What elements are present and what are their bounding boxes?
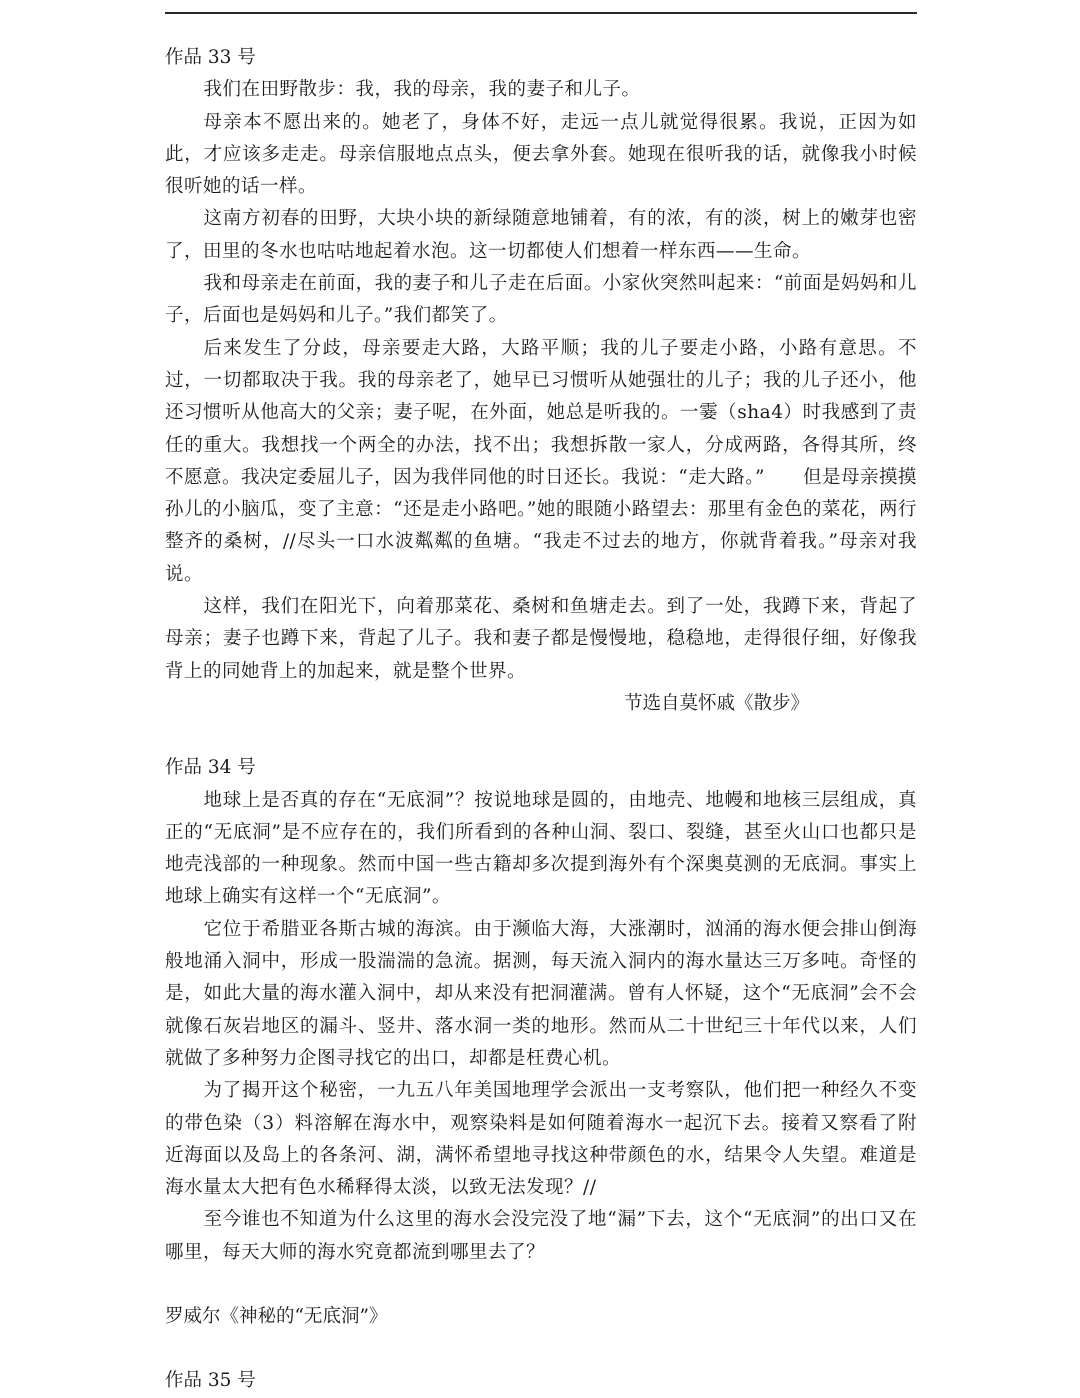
work-33-paragraph: 我们在田野散步：我，我的母亲，我的妻子和儿子。 [203,79,641,101]
section-gap [165,1269,917,1301]
work-33-paragraph: 这南方初春的田野，大块小块的新绿随意地铺着，有的浓，有的淡，树上的嫩芽也密了，田里的冬水也咕咕地起着水泡。这一切都使人们想着一样东西——生命。 [165,208,917,262]
work-34-paragraph: 地球上是否真的存在“无底洞”？按说地球是圆的，由地壳、地幔和地核三层组成，真正的“无底洞”是不应存在的，我们所看到的各种山洞、裂口、裂缝，甚至火山口也都只是地壳浅部的一种现象。然而中国一些古籍却多次提到海外有个深奥莫测的无底洞。事实上地球上确实有这样一个“无底洞”。 [165,789,917,908]
section-gap [165,1333,917,1365]
work-34-attribution: 罗威尔《神秘的“无底洞”》 [165,1305,388,1327]
section-gap [165,720,917,752]
work-35 [165,1365,917,1397]
work-33-paragraph: 后来发生了分歧，母亲要走大路，大路平顺；我的儿子要走小路，小路有意思。不过，一切都取决于我。我的母亲老了，她早已习惯听从她强壮的儿子；我的儿子还小，他还习惯听从他高大的父亲；妻子呢，在外面，她总是听我的。一霎（sha4）时我感到了责任的重大。我想找一个两全的办法，找不出；我想拆散一家人，分成两路，各得其所，终不愿意。我决定委屈儿子，因为我伴同他的时日还长。我说：“走大路。” 但是母亲摸摸孙儿的小脑瓜，变了主意：“还是走小路吧。”她的眼随小路望去：那里有金色的菜花，两行整齐的桑树，//尽头一口水波粼粼的鱼塘。“我走不过去的地方，你就背着我。”母亲对我说。 [165,337,917,585]
work-33-paragraph: 这样，我们在阳光下，向着那菜花、桑树和鱼塘走去。到了一处，我蹲下来，背起了母亲；妻子也蹲下来，背起了儿子。我和妻子都是慢慢地，稳稳地，走得很仔细，好像我背上的同她背上的加起来，就是整个世界。 [165,596,917,682]
work-34-heading: 作品 34 号 [165,757,256,779]
work-33 [165,42,917,720]
document-page [165,42,917,1398]
work-33-paragraph: 我和母亲走在前面，我的妻子和儿子走在后面。小家伙突然叫起来：“前面是妈妈和儿子，后面也是妈妈和儿子。”我们都笑了。 [165,273,917,327]
work-34-paragraph: 至今谁也不知道为什么这里的海水会没完没了地“漏”下去，这个“无底洞”的出口又在哪里，每天大师的海水究竟都流到哪里去了？ [165,1209,917,1263]
work-33-paragraph: 母亲本不愿出来的。她老了，身体不好，走远一点儿就觉得很累。我说，正因为如此，才应该多走走。母亲信服地点点头，便去拿外套。她现在很听我的话，就像我小时候很听她的话一样。 [165,111,917,198]
work-34-paragraph: 它位于希腊亚各斯古城的海滨。由于濒临大海，大涨潮时，汹涌的海水便会排山倒海般地涌入洞中，形成一股湍湍的急流。据测，每天流入洞内的海水量达三万多吨。奇怪的是，如此大量的海水灌入洞中，却从来没有把洞灌满。曾有人怀疑，这个“无底洞”会不会就像石灰岩地区的漏斗、竖井、落水洞一类的地形。然而从二十世纪三十年代以来，人们就做了多种努力企图寻找它的出口，却都是枉费心机。 [165,918,917,1069]
work-33-heading: 作品 33 号 [165,47,256,68]
work-34 [165,752,917,1333]
top-rule [165,12,917,14]
work-34-paragraph: 为了揭开这个秘密，一九五八年美国地理学会派出一支考察队，他们把一种经久不变的带色染（3）料溶解在海水中，观察染料是如何随着海水一起沉下去。接着又察看了附近海面以及岛上的各条河、湖，满怀希望地寻找这种带颜色的水，结果令人失望。难道是海水量太大把有色水稀释得太淡，以致无法发现？// [165,1080,917,1199]
work-33-attribution: 节选自莫怀戚《散步》 [623,692,809,714]
work-35-heading: 作品 35 号 [165,1370,256,1392]
